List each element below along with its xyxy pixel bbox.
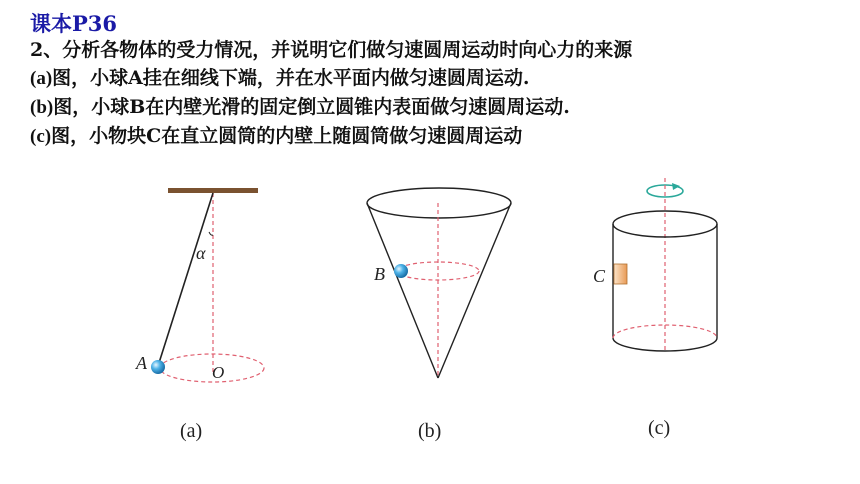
point-label-b: B: [374, 264, 385, 284]
cone-rim: [367, 188, 511, 218]
cone-right-edge: [438, 203, 511, 378]
block-c: [614, 264, 627, 284]
figure-c-rotating-cylinder: [593, 178, 717, 352]
figure-a-conical-pendulum: [135, 188, 264, 382]
textbook-reference: 课本P36: [30, 11, 118, 36]
label-a: (a): [30, 68, 53, 89]
description-b: 图，小球B在内壁光滑的固定倒立圆锥内表面做匀速圆周运动.: [53, 96, 570, 118]
label-b: (b): [30, 97, 54, 118]
description-a: 图，小球A挂在细线下端，并在水平面内做匀速圆周运动.: [52, 67, 530, 89]
string: [158, 193, 213, 366]
circular-path-b: [397, 262, 479, 280]
rotation-arrow-head: [672, 183, 680, 190]
ceiling-support: [168, 188, 258, 193]
point-label-a: A: [136, 353, 147, 373]
angle-arc: [209, 232, 213, 235]
cone-left-edge: [367, 203, 438, 378]
caption-a: (a): [180, 420, 203, 442]
ball-b: [394, 264, 408, 278]
angle-label: α: [196, 243, 206, 263]
caption-b: (b): [418, 420, 442, 442]
point-label-c: C: [593, 266, 606, 286]
caption-c: (c): [648, 417, 671, 439]
question-line-1: 2、分析各物体的受力情况，并说明它们做匀速圆周运动时向心力的来源: [30, 39, 633, 61]
description-c: 图，小物块C在直立圆筒的内壁上随圆筒做匀速圆周运动: [51, 125, 523, 147]
label-c: (c): [30, 126, 52, 147]
ball-a: [151, 360, 165, 374]
center-label-o: O: [212, 363, 225, 382]
figure-b-inverted-cone: [367, 188, 511, 378]
